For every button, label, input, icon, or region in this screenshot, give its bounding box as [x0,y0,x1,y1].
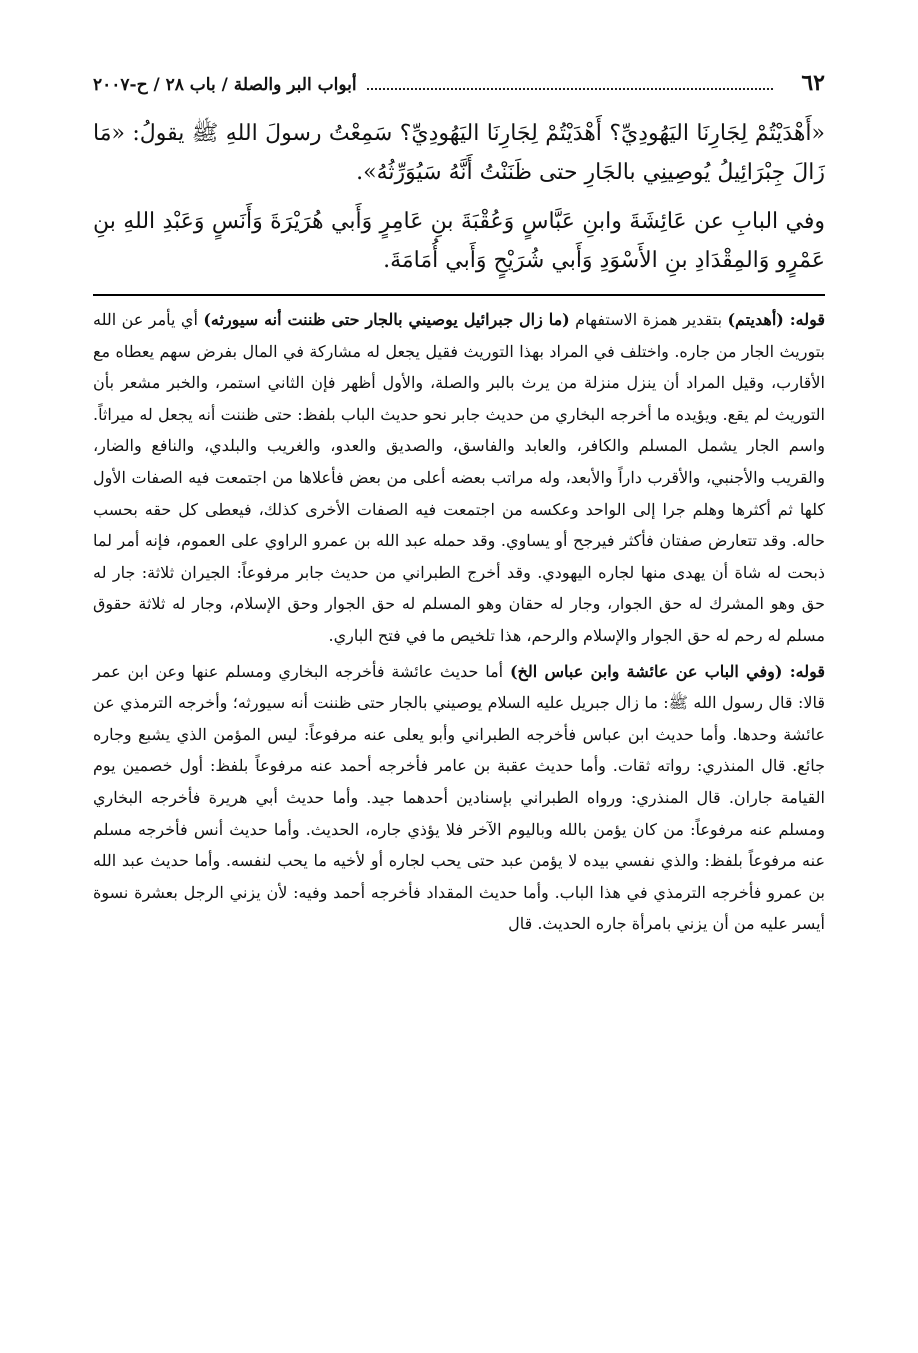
commentary-text-2: أما حديث عائشة فأخرجه البخاري ومسلم عنها وعن ابن عمر قالا: قال رسول الله ﷺ: ما زال جبريل عليه السلام يوصيني بالجار حتى ظننت أنه سيورثه؛ وأخرجه الترمذي عن عائشة وحدها. وأما حديث ابن عباس فأخرجه الطبراني وأبو يعلى عنه مرفوعاً: ليس المؤمن الذي يشبع وجاره جائع. قال المنذري: رواته ثقات. وأما حديث عقبة بن عامر فأخرجه أحمد عنه مرفوعاً بلفظ: أول خصمين يوم القيامة جاران. قال المنذري: ورواه الطبراني بإسنادين أحدهما جيد. وأما حديث أبي هريرة فأخرجه البخاري ومسلم عنه مرفوعاً: من كان يؤمن بالله وباليوم الآخر فلا يؤذي جاره، الحديث. وأما حديث أنس فأخرجه مسلم عنه مرفوعاً بلفظ: والذي نفسي بيده لا يؤمن عبد حتى يحب لجاره أو لأخيه ما يحب لنفسه. وأما حديث عبد الله بن عمرو فأخرجه الترمذي في هذا الباب. وأما حديث المقداد فأخرجه أحمد وفيه: لأن يزني الرجل بعشرة نسوة أيسر عليه من أن يزني بامرأة جاره الحديث. قال [93,661,825,934]
lemma-ma-zala-jibrail: (ما زال جبرائيل يوصيني بالجار حتى ظننت أنه سيورثه) [203,310,570,329]
commentary-paragraph-2 [93,656,825,940]
section-divider [93,294,825,296]
commentary-text-1a: بتقدير همزة الاستفهام [569,310,728,329]
commentary-paragraph-1 [93,304,825,652]
page-number: ٦٢ [801,70,825,96]
lemma-ahdaytum: (أهديتم) [727,310,784,329]
page-header [93,70,825,114]
commentary-block [93,304,825,940]
bab-references: وفي البابِ عن عَائِشَةَ وابنِ عَبَّاسٍ وَعُقْبَةَ بنِ عَامِرٍ وَأَبي هُرَيْرَةَ وَأَنَسٍ وَعَبْدِ اللهِ بنِ عَمْرٍو وَالمِقْدَادِ بنِ الأَسْوَدِ وَأَبي شُرَيْحٍ وَأَبي أُمَامَةَ. [93,209,825,273]
hadith-text-block [93,114,825,280]
commentary-text-1b: أي يأمر عن الله بتوريث الجار من جاره. واختلف في المراد بهذا التوريث فقيل يجعل له مشاركة في المال بفرض سهم يعطاه مع الأقارب، وقيل المراد أن ينزل منزلة من يرث بالبر والصلة، والأول أظهر فإن الثاني استمر، والخبر مشعر بأن التوريث لم يقع. ويؤيده ما أخرجه البخاري من حديث جابر نحو حديث الباب بلفظ: حتى ظننت أنه يجعل له ميراثاً. واسم الجار يشمل المسلم والكافر، والعابد والفاسق، والصديق والعدو، والغريب والبلدي، والنافع والضار، والقريب والأجنبي، والأقرب داراً والأبعد، وله مراتب بعضه أعلى من بعض فأعلاها من اجتمعت فيه الصفات الأول كلها ثم أكثرها وهلم جرا إلى الواحد وعكسه من اجتمعت فيه الصفات الأخرى كذلك، فيعطى كل حقه بحسب حاله. وقد تتعارض صفتان فأكثر فيرجح أو يساوي. وقد حمله عبد الله بن عمرو الراوي على العموم، فإنه أمر لما ذبحت له شاة أن يهدى منها لجاره اليهودي. وقد أخرج الطبراني من حديث جابر مرفوعاً: الجيران ثلاثة: جار له حق وهو المشرك له حق الجوار، وجار له حقان وهو المسلم له حق الجوار وحق الإسلام، وجار له ثلاثة حقوق مسلم له رحم له حق الجوار والإسلام والرحم، هذا تلخيص ما في فتح الباري. [93,310,825,645]
lemma-wa-fil-bab: (وفي الباب عن عائشة وابن عباس الخ) [509,661,783,681]
hadith-text: «أَهْدَيْتُمْ لِجَارِنَا اليَهُودِيِّ؟ أَهْدَيْتُمْ لِجَارِنَا اليَهُودِيِّ؟ سَمِعْتُ رسولَ اللهِ ﷺ يقولُ: «مَا زَالَ جِبْرَائِيلُ يُوصِينِي بالجَارِ حتى ظَنَنْتُ أَنَّهُ سَيُوَرِّثُهُ». [93,121,825,185]
header-dotted-leader [367,87,774,90]
commentary-lead-1: قوله: [783,310,826,329]
commentary-lead-2: قوله: [782,661,826,681]
running-title: أبواب البر والصلة / باب ٢٨ / ح-٢٠٠٧ [93,75,357,95]
